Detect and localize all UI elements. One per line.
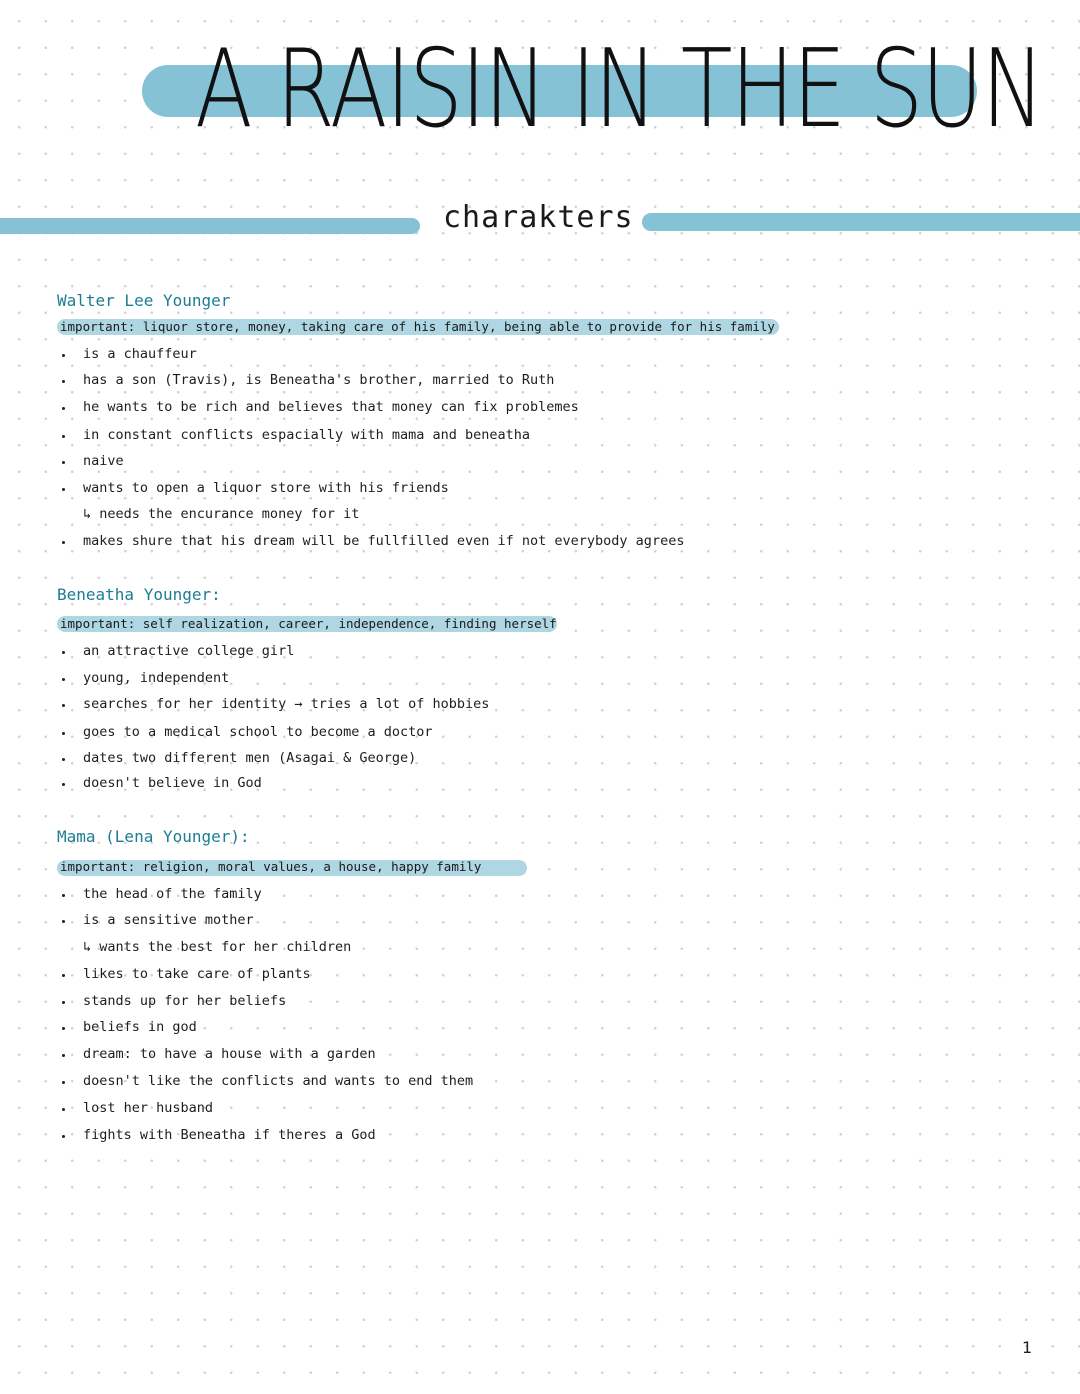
list-item: dates two different men (Asagai & George) <box>83 750 417 766</box>
character-name-walter: Walter Lee Younger <box>57 291 231 310</box>
bullet <box>62 920 65 923</box>
important-text-walter: important: liquor store, money, taking care of his family, being able to provide for his family <box>60 319 775 334</box>
character-name-beneatha: Beneatha Younger: <box>57 585 221 604</box>
subtitle-band-right <box>642 213 1080 231</box>
subtitle-band-left <box>0 218 420 234</box>
list-item: young, independent <box>83 670 230 686</box>
list-item: stands up for her beliefs <box>83 993 287 1009</box>
bullet <box>62 1054 65 1057</box>
list-item: makes shure that his dream will be fullfilled even if not everybody agrees <box>83 533 685 549</box>
list-item: he wants to be rich and believes that money can fix problemes <box>83 399 579 415</box>
bullet <box>62 894 65 897</box>
page-number: 1 <box>1022 1338 1033 1357</box>
list-item: doesn't believe in God <box>83 775 262 791</box>
bullet <box>62 541 65 544</box>
section-subtitle: charakters <box>443 200 634 235</box>
bullet <box>62 678 65 681</box>
list-subitem: ↳ needs the encurance money for it <box>83 506 360 522</box>
list-item: fights with Beneatha if theres a God <box>83 1127 376 1143</box>
page-title: A RAISIN IN THE SUN <box>195 27 1044 152</box>
list-item: in constant conflicts espacially with mama and beneatha <box>83 427 531 443</box>
bullet <box>62 732 65 735</box>
bullet <box>62 704 65 707</box>
bullet <box>62 651 65 654</box>
bullet <box>62 380 65 383</box>
list-item: lost her husband <box>83 1100 214 1116</box>
bullet <box>62 461 65 464</box>
character-name-mama: Mama (Lena Younger): <box>57 827 250 846</box>
list-item: goes to a medical school to become a doctor <box>83 724 433 740</box>
bullet <box>62 1081 65 1084</box>
bullet <box>62 1027 65 1030</box>
list-item: doesn't like the conflicts and wants to end them <box>83 1073 474 1089</box>
bullet <box>62 1108 65 1111</box>
list-item: dream: to have a house with a garden <box>83 1046 376 1062</box>
list-item: beliefs in god <box>83 1019 197 1035</box>
bullet <box>62 1001 65 1004</box>
bullet <box>62 354 65 357</box>
list-subitem: ↳ wants the best for her children <box>83 939 352 955</box>
list-item: wants to open a liquor store with his friends <box>83 480 449 496</box>
bullet <box>62 758 65 761</box>
list-item: an attractive college girl <box>83 643 295 659</box>
important-text-beneatha: important: self realization, career, independence, finding herself <box>60 616 557 631</box>
bullet <box>62 1135 65 1138</box>
bullet <box>62 407 65 410</box>
list-item: searches for her identity → tries a lot of hobbies <box>83 696 490 712</box>
bullet <box>62 435 65 438</box>
list-item: is a chauffeur <box>83 346 197 362</box>
bullet <box>62 974 65 977</box>
bullet <box>62 488 65 491</box>
list-item: has a son (Travis), is Beneatha's brother, married to Ruth <box>83 372 555 388</box>
list-item: likes to take care of plants <box>83 966 311 982</box>
important-text-mama: important: religion, moral values, a house, happy family <box>60 859 482 874</box>
list-item: the head of the family <box>83 886 262 902</box>
bullet <box>62 783 65 786</box>
list-item: is a sensitive mother <box>83 912 254 928</box>
list-item: naive <box>83 453 124 469</box>
